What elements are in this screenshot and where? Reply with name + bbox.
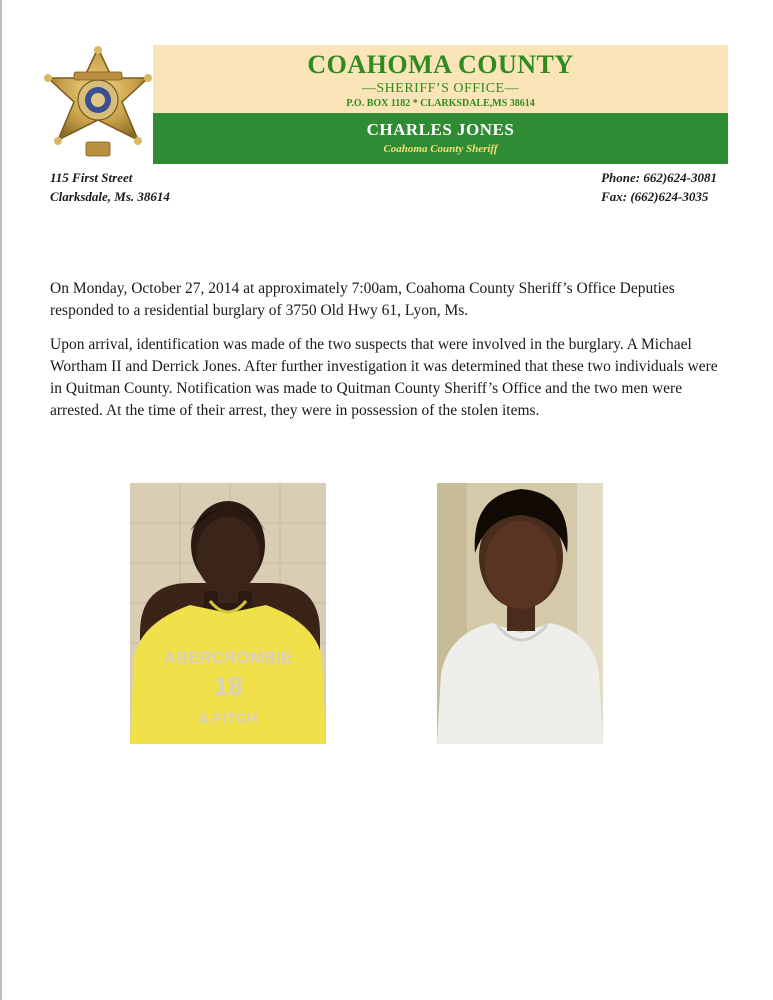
shirt-brand-text: ABERCROMBIE — [163, 648, 293, 667]
phone-number: Phone: 662)624-3081 — [601, 170, 717, 185]
header-banner — [153, 45, 728, 113]
fax-number: Fax: (662)624-3035 — [601, 189, 709, 204]
org-subtitle: —SHERIFF’S OFFICE— — [361, 81, 520, 96]
paragraph-incident: On Monday, October 27, 2014 at approximately 7:00am, Coahoma County Sheriff’s Office Deputies responded to a residential burglary of 3750 Old Hwy 61, Lyon, Ms. — [50, 280, 675, 319]
page-edge — [0, 0, 2, 1000]
org-name: COAHOMA COUNTY — [307, 50, 574, 79]
sheriff-title: Coahoma County Sheriff — [383, 143, 498, 155]
org-address: P.O. BOX 1182 * CLARKSDALE,MS 38614 — [346, 98, 535, 109]
press-release-body — [50, 278, 730, 434]
suspect-photo-right — [437, 483, 603, 744]
city-address: Clarksdale, Ms. 38614 — [50, 189, 170, 204]
sheriff-banner — [153, 113, 728, 164]
address-block — [50, 168, 170, 206]
phone-block — [601, 168, 717, 206]
shirt-sub-text: & FITCH — [198, 710, 258, 727]
suspect-photo-left — [130, 483, 326, 744]
paragraph-arrest: Upon arrival, identification was made of the two suspects that were involved in the burglary. A Michael Wortham II and Derrick Jones. After further investigation it was determined that these two individuals were in Quitman County. Notification was made to Quitman County Sheriff’s Office and the two men were arrested. At the time of their arrest, they were in possession of the stolen items. — [50, 336, 718, 419]
sheriff-star-badge-icon — [44, 44, 152, 162]
shirt-number-text: 18 — [213, 671, 243, 701]
street-address: 115 First Street — [50, 170, 133, 185]
sheriff-name: CHARLES JONES — [366, 120, 515, 139]
